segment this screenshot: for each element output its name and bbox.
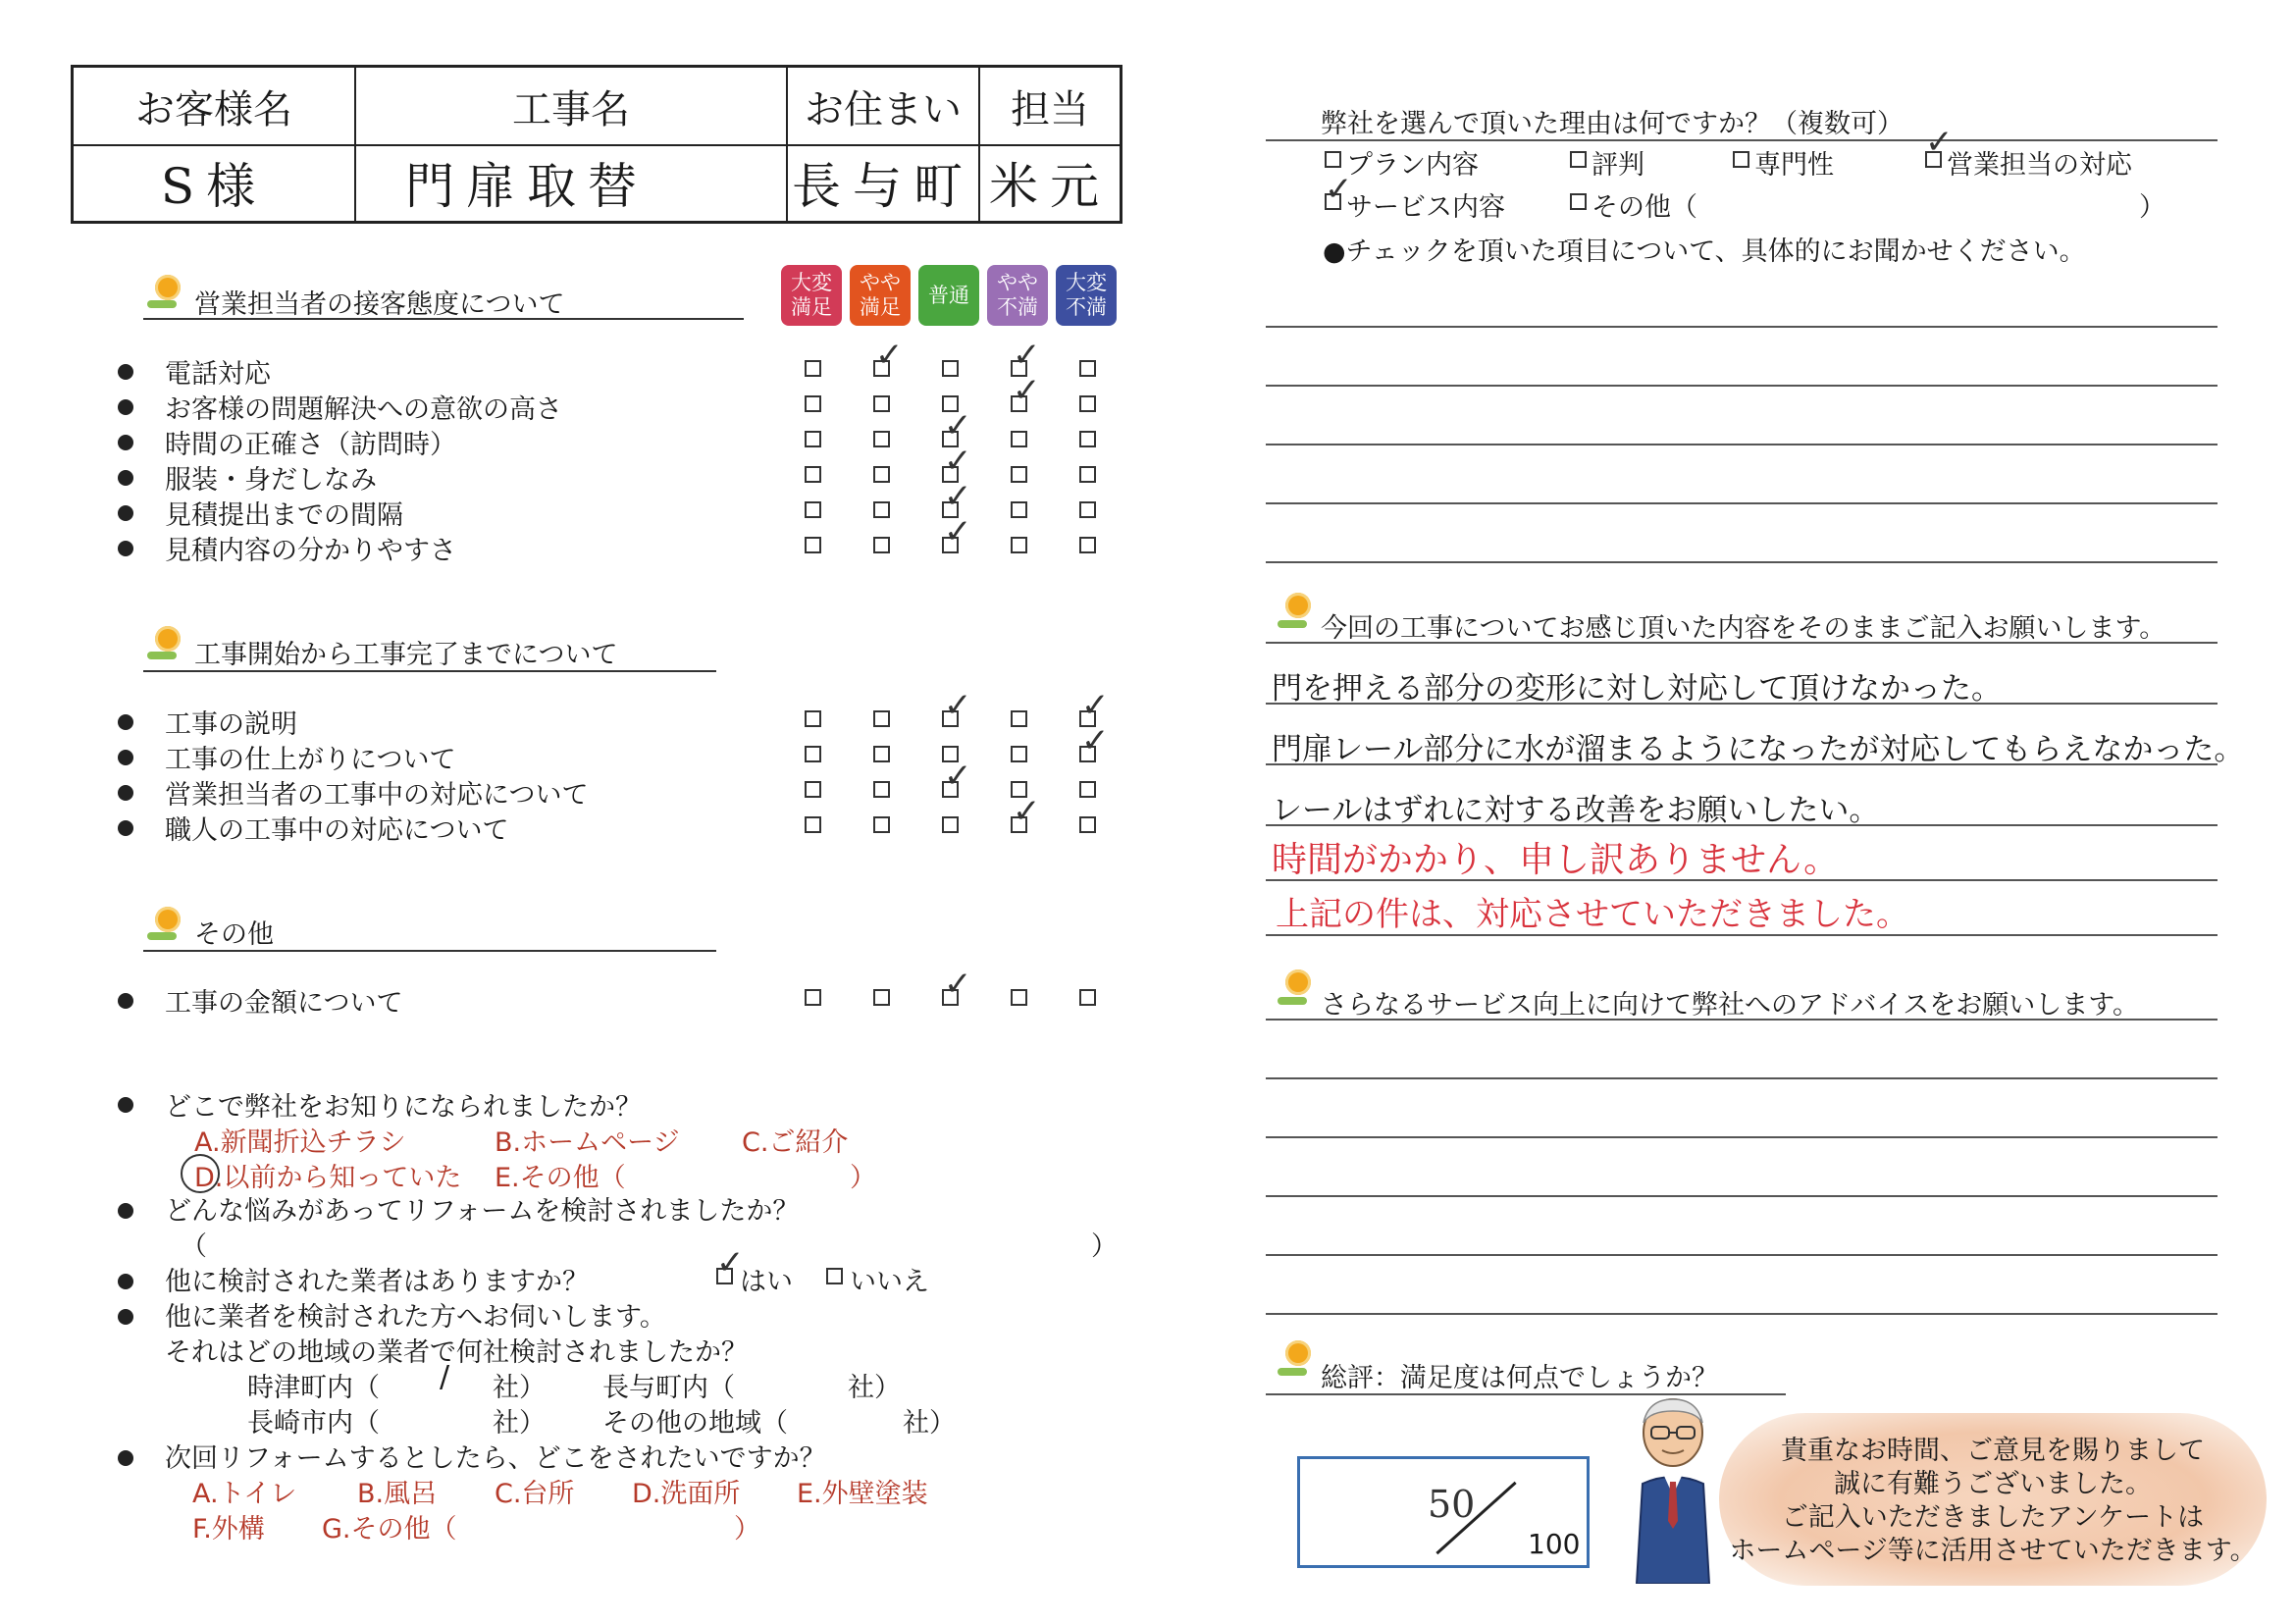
rating-checkbox[interactable] bbox=[1079, 537, 1096, 553]
score-value: 50 bbox=[1428, 1483, 1476, 1526]
section2-underline bbox=[143, 670, 716, 672]
reason-other-checkbox[interactable] bbox=[1570, 193, 1587, 210]
rating-checkbox[interactable] bbox=[1079, 781, 1096, 798]
q-next-option-a[interactable]: A.トイレ bbox=[192, 1479, 297, 1509]
checkmark-icon: ✓ bbox=[944, 757, 972, 796]
q-know-question: どこで弊社をお知りになられましたか？ bbox=[165, 1092, 642, 1123]
reason-title: 弊社を選んで頂いた理由は何ですか？（複数可） bbox=[1321, 109, 1904, 139]
customer-value: S様 bbox=[74, 144, 356, 221]
write-line bbox=[1266, 444, 2218, 445]
rating-checkbox[interactable] bbox=[1079, 360, 1096, 377]
rating-item-label: お客様の問題解決への意欲の高さ bbox=[165, 394, 562, 425]
reason-sales-label: 営業担当の対応 bbox=[1947, 150, 2132, 181]
rating-checkbox[interactable] bbox=[873, 989, 890, 1006]
checkmark-icon: ✓ bbox=[1013, 336, 1041, 375]
bullet bbox=[118, 435, 133, 450]
checkmark-icon: ✓ bbox=[944, 477, 972, 516]
reason-plan-checkbox[interactable] bbox=[1325, 151, 1341, 168]
bullet bbox=[118, 1274, 133, 1289]
checkmark-icon: ✓ bbox=[1013, 792, 1041, 831]
rating-checkbox[interactable] bbox=[805, 816, 821, 833]
rating-checkbox[interactable] bbox=[805, 395, 821, 412]
rating-checkbox[interactable] bbox=[805, 431, 821, 447]
flower-icon bbox=[155, 907, 181, 932]
q-area-other-sha: 社） bbox=[903, 1408, 956, 1439]
flower-icon bbox=[155, 626, 181, 652]
write-line bbox=[1266, 502, 2218, 504]
q-know-option-a[interactable]: A.新聞折込チラシ bbox=[194, 1127, 406, 1158]
flower-icon bbox=[1285, 969, 1311, 995]
bullet bbox=[118, 1097, 133, 1113]
rating-item-label: 営業担当者の工事中の対応について bbox=[165, 780, 589, 811]
rating-checkbox[interactable] bbox=[1011, 989, 1027, 1006]
scale-label: やや 満足 bbox=[860, 271, 901, 319]
q-worry-close-paren: ） bbox=[1091, 1231, 1118, 1262]
customer-label: お客様名 bbox=[74, 68, 356, 144]
q-worry-open-paren: （ bbox=[181, 1231, 207, 1262]
scale-normal bbox=[918, 265, 979, 326]
rating-checkbox[interactable] bbox=[1079, 466, 1096, 483]
q-other-question: 他に検討された業者はありますか？ bbox=[165, 1267, 589, 1297]
q-next-option-c[interactable]: C.台所 bbox=[495, 1479, 575, 1509]
rating-checkbox[interactable] bbox=[942, 816, 959, 833]
bullet bbox=[118, 1309, 133, 1325]
rating-checkbox[interactable] bbox=[1079, 989, 1096, 1006]
flower-icon bbox=[1285, 1340, 1311, 1366]
rating-checkbox[interactable] bbox=[942, 360, 959, 377]
rating-checkbox[interactable] bbox=[873, 395, 890, 412]
bullet bbox=[118, 820, 133, 836]
rating-item-label: 時間の正確さ（訪問時） bbox=[165, 430, 456, 460]
write-line bbox=[1266, 1077, 2218, 1079]
reason-followup: ●チェックを頂いた項目について、具体的にお聞かせください。 bbox=[1323, 236, 2086, 267]
reason-expertise-label: 専門性 bbox=[1754, 150, 1834, 181]
q-know-option-e-close: ） bbox=[850, 1163, 876, 1193]
q-area-nagasaki-sha: 社） bbox=[493, 1408, 546, 1439]
bullet bbox=[118, 993, 133, 1009]
q-next-question: 次回リフォームするとしたら、どこをされたいですか？ bbox=[165, 1443, 826, 1474]
thanks-line3: ご記入いただきましたアンケートは bbox=[1781, 1502, 2205, 1533]
checkmark-icon: ✓ bbox=[1081, 721, 1110, 760]
leaf-icon bbox=[147, 652, 177, 659]
bullet bbox=[118, 1450, 133, 1466]
checkmark-icon: ✓ bbox=[1325, 170, 1353, 209]
thanks-line2: 誠に有難うございました。 bbox=[1834, 1469, 2152, 1499]
impressions-line3: レールはずれに対する改善をお願いしたい。 bbox=[1272, 793, 1880, 828]
write-line bbox=[1266, 1019, 2218, 1021]
write-line bbox=[1266, 385, 2218, 387]
bullet bbox=[118, 399, 133, 415]
reason-other-label: その他（ bbox=[1592, 192, 1697, 223]
q-know-option-b[interactable]: B.ホームページ bbox=[495, 1127, 680, 1158]
write-line bbox=[1266, 1195, 2218, 1197]
rating-checkbox[interactable] bbox=[805, 989, 821, 1006]
bullet bbox=[118, 541, 133, 556]
q-know-option-c[interactable]: C.ご紹介 bbox=[742, 1127, 849, 1158]
q-area-other: その他の地域（ bbox=[602, 1408, 788, 1439]
thanks-line1: 貴重なお時間、ご意見を賜りまして bbox=[1781, 1436, 2205, 1466]
rating-checkbox[interactable] bbox=[873, 537, 890, 553]
reason-other-close: ） bbox=[2139, 192, 2166, 223]
rating-checkbox[interactable] bbox=[1079, 431, 1096, 447]
rating-checkbox[interactable] bbox=[1011, 466, 1027, 483]
bullet bbox=[118, 714, 133, 730]
q-other-yes-label: はい bbox=[740, 1267, 793, 1297]
rating-item-label: 工事の仕上がりについて bbox=[165, 745, 456, 775]
bullet bbox=[118, 470, 133, 486]
checkmark-icon: ✓ bbox=[944, 406, 972, 445]
rating-item-label: 見積内容の分かりやすさ bbox=[165, 536, 456, 566]
rating-checkbox[interactable] bbox=[1011, 501, 1027, 518]
checkmark-icon: ✓ bbox=[716, 1243, 745, 1283]
project-label: 工事名 bbox=[356, 68, 788, 144]
write-line bbox=[1266, 703, 2218, 705]
rating-checkbox[interactable] bbox=[805, 710, 821, 727]
staff-value: 米元 bbox=[989, 158, 1111, 215]
scale-very-dissatisfied bbox=[1056, 265, 1117, 326]
write-line bbox=[1266, 1254, 2218, 1256]
reason-reputation-label: 評判 bbox=[1592, 150, 1644, 181]
q-area-question1: 他に業者を検討された方へお伺いします。 bbox=[165, 1302, 666, 1333]
rating-checkbox[interactable] bbox=[805, 466, 821, 483]
section2-title: 工事開始から工事完了までについて bbox=[194, 640, 618, 670]
rating-item-label: 電話対応 bbox=[165, 359, 271, 390]
bullet bbox=[118, 505, 133, 521]
q-know-option-e[interactable]: E.その他（ bbox=[495, 1163, 626, 1193]
mascot-icon bbox=[1619, 1393, 1727, 1584]
bullet bbox=[118, 750, 133, 765]
header-table bbox=[71, 65, 1122, 224]
checkmark-icon: ✓ bbox=[944, 965, 972, 1004]
thanks-message bbox=[1719, 1413, 2267, 1586]
flower-icon bbox=[1285, 593, 1311, 618]
rating-checkbox[interactable] bbox=[1011, 710, 1027, 727]
advice-title: さらなるサービス向上に向けて弊社へのアドバイスをお願いします。 bbox=[1321, 990, 2140, 1021]
score-box[interactable] bbox=[1297, 1456, 1590, 1568]
rating-item-label: 工事の金額について bbox=[165, 988, 403, 1019]
write-line bbox=[1266, 934, 2218, 936]
rating-checkbox[interactable] bbox=[873, 746, 890, 762]
q-next-option-d[interactable]: D.洗面所 bbox=[632, 1479, 741, 1509]
rating-checkbox[interactable] bbox=[1079, 501, 1096, 518]
write-line bbox=[1266, 1313, 2218, 1315]
q-area-tokitsu-mark: / bbox=[440, 1360, 450, 1394]
q-other-no-label: いいえ bbox=[850, 1267, 929, 1297]
bullet bbox=[118, 785, 133, 801]
write-line bbox=[1266, 326, 2218, 328]
impressions-title: 今回の工事についてお感じ頂いた内容をそのままご記入お願いします。 bbox=[1321, 613, 2166, 644]
rating-checkbox[interactable] bbox=[873, 710, 890, 727]
q-next-option-b[interactable]: B.風呂 bbox=[357, 1479, 438, 1509]
bullet bbox=[118, 364, 133, 380]
rating-checkbox[interactable] bbox=[873, 466, 890, 483]
impressions-line1: 門を押える部分の変形に対し対応して頂けなかった。 bbox=[1272, 671, 2002, 707]
write-line bbox=[1266, 1136, 2218, 1138]
staff-label: 担当 bbox=[1011, 86, 1089, 132]
q-area-nagayo: 長与町内（ bbox=[602, 1373, 735, 1403]
score-max: 100 bbox=[1528, 1528, 1581, 1560]
project-value: 門扉取替 bbox=[356, 144, 788, 221]
rating-item-label: 職人の工事中の対応について bbox=[165, 815, 509, 846]
leaf-icon bbox=[1278, 997, 1307, 1005]
checkmark-icon: ✓ bbox=[875, 336, 904, 375]
write-line bbox=[1266, 824, 2218, 826]
scale-very-satisfied bbox=[781, 265, 842, 326]
leaf-icon bbox=[1278, 1368, 1307, 1376]
overall-title: 総評：満足度は何点でしょうか？ bbox=[1321, 1363, 1718, 1393]
q-next-option-g[interactable]: G.その他（ bbox=[322, 1514, 457, 1544]
reason-title-underline bbox=[1266, 139, 2218, 141]
rating-checkbox[interactable] bbox=[1079, 816, 1096, 833]
leaf-icon bbox=[147, 932, 177, 940]
reason-reputation-checkbox[interactable] bbox=[1570, 151, 1587, 168]
section3-title: その他 bbox=[194, 919, 274, 950]
rating-checkbox[interactable] bbox=[805, 501, 821, 518]
checkmark-icon: ✓ bbox=[1081, 686, 1110, 725]
rating-checkbox[interactable] bbox=[1011, 431, 1027, 447]
scale-label: 普通 bbox=[928, 283, 969, 307]
impressions-reply2: 上記の件は、対応させていただきました。 bbox=[1276, 895, 1909, 934]
rating-checkbox[interactable] bbox=[805, 360, 821, 377]
rating-checkbox[interactable] bbox=[873, 816, 890, 833]
rating-checkbox[interactable] bbox=[873, 781, 890, 798]
q-area-tokitsu-sha: 社） bbox=[493, 1373, 546, 1403]
scale-label: 大変 不満 bbox=[1066, 271, 1107, 319]
rating-item-label: 工事の説明 bbox=[165, 709, 297, 740]
rating-item-label: 服装・身だしなみ bbox=[165, 465, 377, 496]
q-other-no-checkbox[interactable] bbox=[826, 1268, 843, 1284]
q-area-nagayo-sha: 社） bbox=[848, 1373, 901, 1403]
thanks-line4: ホームページ等に活用させていただきます。 bbox=[1729, 1536, 2257, 1566]
write-line bbox=[1266, 642, 2218, 644]
write-line bbox=[1266, 879, 2218, 881]
write-line bbox=[1266, 763, 2218, 765]
rating-checkbox[interactable] bbox=[1011, 746, 1027, 762]
checkmark-icon: ✓ bbox=[1925, 123, 1954, 162]
scale-label: 大変 満足 bbox=[791, 271, 832, 319]
flower-icon bbox=[155, 275, 181, 300]
section1-title: 営業担当者の接客態度について bbox=[194, 289, 565, 320]
rating-checkbox[interactable] bbox=[805, 746, 821, 762]
section1-underline bbox=[143, 318, 744, 320]
bullet bbox=[118, 1203, 133, 1219]
impressions-line2: 門扉レール部分に水が溜まるようになったが対応してもらえなかった。 bbox=[1272, 732, 2245, 767]
leaf-icon bbox=[1278, 620, 1307, 628]
q-area-nagasaki: 長崎市内（ bbox=[247, 1408, 380, 1439]
rating-checkbox[interactable] bbox=[1079, 395, 1096, 412]
scale-somewhat-dissatisfied bbox=[987, 265, 1048, 326]
q-worry-question: どんな悩みがあってリフォームを検討されましたか？ bbox=[165, 1196, 800, 1227]
rating-item-label: 見積提出までの間隔 bbox=[165, 500, 403, 531]
q-area-tokitsu: 時津町内（ bbox=[247, 1373, 380, 1403]
section3-underline bbox=[143, 950, 716, 952]
checkmark-icon: ✓ bbox=[944, 686, 972, 725]
rating-checkbox[interactable] bbox=[1011, 537, 1027, 553]
scale-somewhat-satisfied bbox=[850, 265, 911, 326]
q-area-question2: それはどの地域の業者で何社検討されましたか？ bbox=[165, 1337, 748, 1368]
reason-service-label: サービス内容 bbox=[1346, 192, 1505, 223]
rating-checkbox[interactable] bbox=[805, 781, 821, 798]
write-line bbox=[1266, 561, 2218, 563]
residence-value: 長与町 bbox=[788, 144, 980, 221]
checkmark-icon: ✓ bbox=[944, 512, 972, 551]
q-next-option-f[interactable]: F.外構 bbox=[192, 1514, 265, 1544]
rating-checkbox[interactable] bbox=[873, 501, 890, 518]
checkmark-icon: ✓ bbox=[944, 442, 972, 481]
rating-checkbox[interactable] bbox=[873, 431, 890, 447]
q-next-option-g-close: ） bbox=[734, 1514, 760, 1544]
reason-expertise-checkbox[interactable] bbox=[1733, 151, 1749, 168]
reason-plan-label: プラン内容 bbox=[1346, 150, 1479, 181]
leaf-icon bbox=[147, 300, 177, 308]
scale-label: やや 不満 bbox=[997, 271, 1038, 319]
q-next-option-e[interactable]: E.外壁塗装 bbox=[797, 1479, 928, 1509]
rating-checkbox[interactable] bbox=[805, 537, 821, 553]
impressions-reply1: 時間がかかり、申し訳ありません。 bbox=[1272, 840, 1840, 880]
q-know-option-d[interactable]: D.以前から知っていた bbox=[194, 1163, 462, 1193]
residence-label: お住まい bbox=[788, 68, 980, 144]
checkmark-icon: ✓ bbox=[1013, 371, 1041, 410]
